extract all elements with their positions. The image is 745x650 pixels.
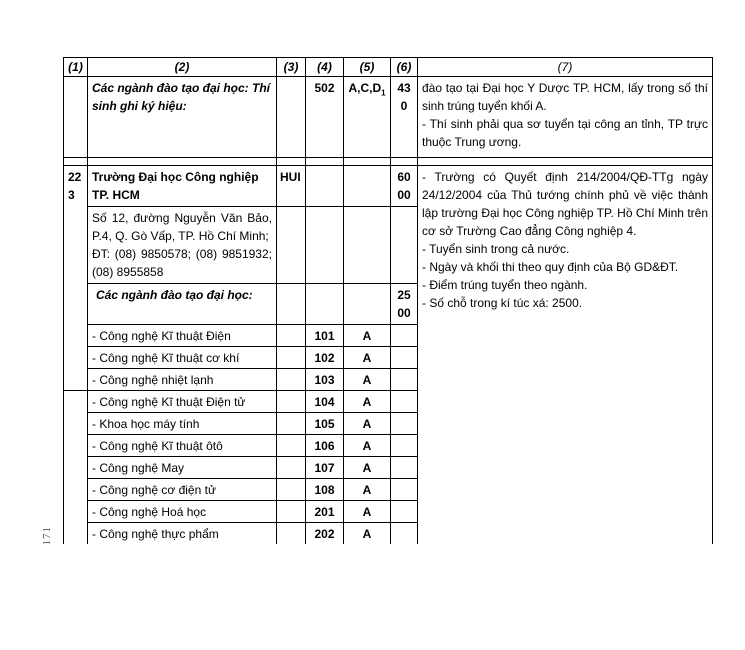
header-col-4: (4) <box>306 58 344 77</box>
school-symbol: HUI <box>277 166 306 207</box>
major-symbol-cell <box>277 457 306 479</box>
header-col-1: (1) <box>64 58 88 77</box>
major-block: A <box>344 479 391 501</box>
major-name: - Công nghệ cơ điện tử <box>88 479 277 501</box>
prev-quota: 430 <box>391 77 418 158</box>
major-code: 201 <box>306 501 344 523</box>
school-note-1: - Trường có Quyết định 214/2004/QĐ-TTg ngày 24/12/2004 của Thủ tướng chính phủ về việc thành lập trường Đại học Công nghiệp TP. Hồ Chí Minh trên cơ sở Trường Cao đẳng Công nghiệp 4. <box>422 170 708 238</box>
major-name: - Công nghệ thực phẩm <box>88 523 277 545</box>
major-symbol-cell <box>277 435 306 457</box>
major-quota-cell <box>391 501 418 523</box>
school-note-4: - Điểm trúng tuyển theo ngành. <box>422 278 588 292</box>
major-code: 102 <box>306 347 344 369</box>
major-stt-cell <box>64 369 88 391</box>
page-number: 171 <box>41 526 53 546</box>
prev-code: 502 <box>306 77 344 158</box>
major-block: A <box>344 435 391 457</box>
prev-note-2: - Thí sinh phải qua sơ tuyển tại công an tỉnh, TP trực thuộc Trung ương. <box>422 117 708 149</box>
school-address-line: Số 12, đường Nguyễn Văn Bảo, P.4, Q. Gò Vấp, TP. Hồ Chí Minh; <box>92 211 272 243</box>
major-symbol-cell <box>277 479 306 501</box>
school-majors-label: Các ngành đào tạo đại học: <box>88 284 277 325</box>
prev-blocks-text: A,C,D <box>348 81 382 95</box>
major-symbol-cell <box>277 413 306 435</box>
school-note-3: - Ngày và khối thi theo quy định của Bộ GD&ĐT. <box>422 260 679 274</box>
school-majors-quota: 2500 <box>391 284 418 325</box>
major-stt-cell <box>64 413 88 435</box>
major-quota-cell <box>391 523 418 545</box>
major-block: A <box>344 413 391 435</box>
school-block-cell <box>344 166 391 207</box>
major-name: - Công nghệ May <box>88 457 277 479</box>
school-note-2: - Tuyển sinh trong cả nước. <box>422 242 570 256</box>
header-col-5: (5) <box>344 58 391 77</box>
major-quota-cell <box>391 325 418 347</box>
major-stt-cell <box>64 479 88 501</box>
major-quota-cell <box>391 413 418 435</box>
major-symbol-cell <box>277 391 306 413</box>
school-name: Trường Đại học Công nghiệp TP. HCM <box>88 166 277 207</box>
major-quota-cell <box>391 435 418 457</box>
major-name: - Công nghệ Kĩ thuật ôtô <box>88 435 277 457</box>
major-code: 107 <box>306 457 344 479</box>
prev-note-1: đào tạo tại Đại học Y Dược TP. HCM, lấy trong số thí sinh trúng tuyển khối A. <box>422 81 708 113</box>
school-address-c3 <box>277 207 306 284</box>
header-col-3: (3) <box>277 58 306 77</box>
prev-notes <box>418 77 713 158</box>
major-block: A <box>344 457 391 479</box>
major-code: 108 <box>306 479 344 501</box>
school-phones: ĐT: (08) 9850578; (08) 9851932; (08) 8955858 <box>92 247 272 279</box>
majors-label-c3 <box>277 284 306 325</box>
school-note-5: - Số chỗ trong kí túc xá: 2500. <box>422 296 583 310</box>
major-code: 202 <box>306 523 344 545</box>
school-total-quota: 6000 <box>391 166 418 207</box>
school-stt: 223 <box>64 166 88 325</box>
prev-school-majors-row <box>64 77 713 158</box>
prev-stt-cell <box>64 77 88 158</box>
major-name: - Công nghệ Kĩ thuật Điện <box>88 325 277 347</box>
major-stt-cell <box>64 435 88 457</box>
spacer-row <box>64 158 713 166</box>
major-name: - Công nghệ Kĩ thuật cơ khí <box>88 347 277 369</box>
major-code: 103 <box>306 369 344 391</box>
major-quota-cell <box>391 457 418 479</box>
major-quota-cell <box>391 391 418 413</box>
prev-symbol-cell <box>277 77 306 158</box>
header-row <box>64 58 713 77</box>
major-block: A <box>344 501 391 523</box>
prev-majors-label: Các ngành đào tạo đại học: Thí sinh ghi ký hiệu: <box>88 77 277 158</box>
school-name-row <box>64 166 713 207</box>
major-symbol-cell <box>277 347 306 369</box>
admissions-table <box>63 57 713 544</box>
prev-blocks <box>344 77 391 158</box>
major-symbol-cell <box>277 369 306 391</box>
majors-label-c5 <box>344 284 391 325</box>
major-symbol-cell <box>277 501 306 523</box>
major-symbol-cell <box>277 523 306 545</box>
major-code: 104 <box>306 391 344 413</box>
major-quota-cell <box>391 369 418 391</box>
prev-blocks-sub: 1 <box>381 88 386 98</box>
major-block: A <box>344 347 391 369</box>
school-address <box>88 207 277 284</box>
school-code-cell <box>306 166 344 207</box>
major-block: A <box>344 523 391 545</box>
major-stt-cell <box>64 523 88 545</box>
major-code: 105 <box>306 413 344 435</box>
major-name: - Công nghệ nhiệt lạnh <box>88 369 277 391</box>
major-stt-cell <box>64 325 88 347</box>
header-col-6: (6) <box>391 58 418 77</box>
majors-label-c4 <box>306 284 344 325</box>
major-name: - Công nghệ Kĩ thuật Điện tử <box>88 391 277 413</box>
major-block: A <box>344 325 391 347</box>
major-symbol-cell <box>277 325 306 347</box>
major-quota-cell <box>391 479 418 501</box>
major-code: 106 <box>306 435 344 457</box>
major-quota-cell <box>391 347 418 369</box>
school-address-c4 <box>306 207 344 284</box>
header-col-7: (7) <box>418 58 713 77</box>
major-stt-cell <box>64 347 88 369</box>
school-address-c6 <box>391 207 418 284</box>
school-address-c5 <box>344 207 391 284</box>
major-code: 101 <box>306 325 344 347</box>
major-stt-cell <box>64 391 88 413</box>
school-notes <box>418 166 713 545</box>
major-block: A <box>344 391 391 413</box>
major-stt-cell <box>64 457 88 479</box>
major-name: - Khoa học máy tính <box>88 413 277 435</box>
major-stt-cell <box>64 501 88 523</box>
major-block: A <box>344 369 391 391</box>
major-name: - Công nghệ Hoá học <box>88 501 277 523</box>
header-col-2: (2) <box>88 58 277 77</box>
